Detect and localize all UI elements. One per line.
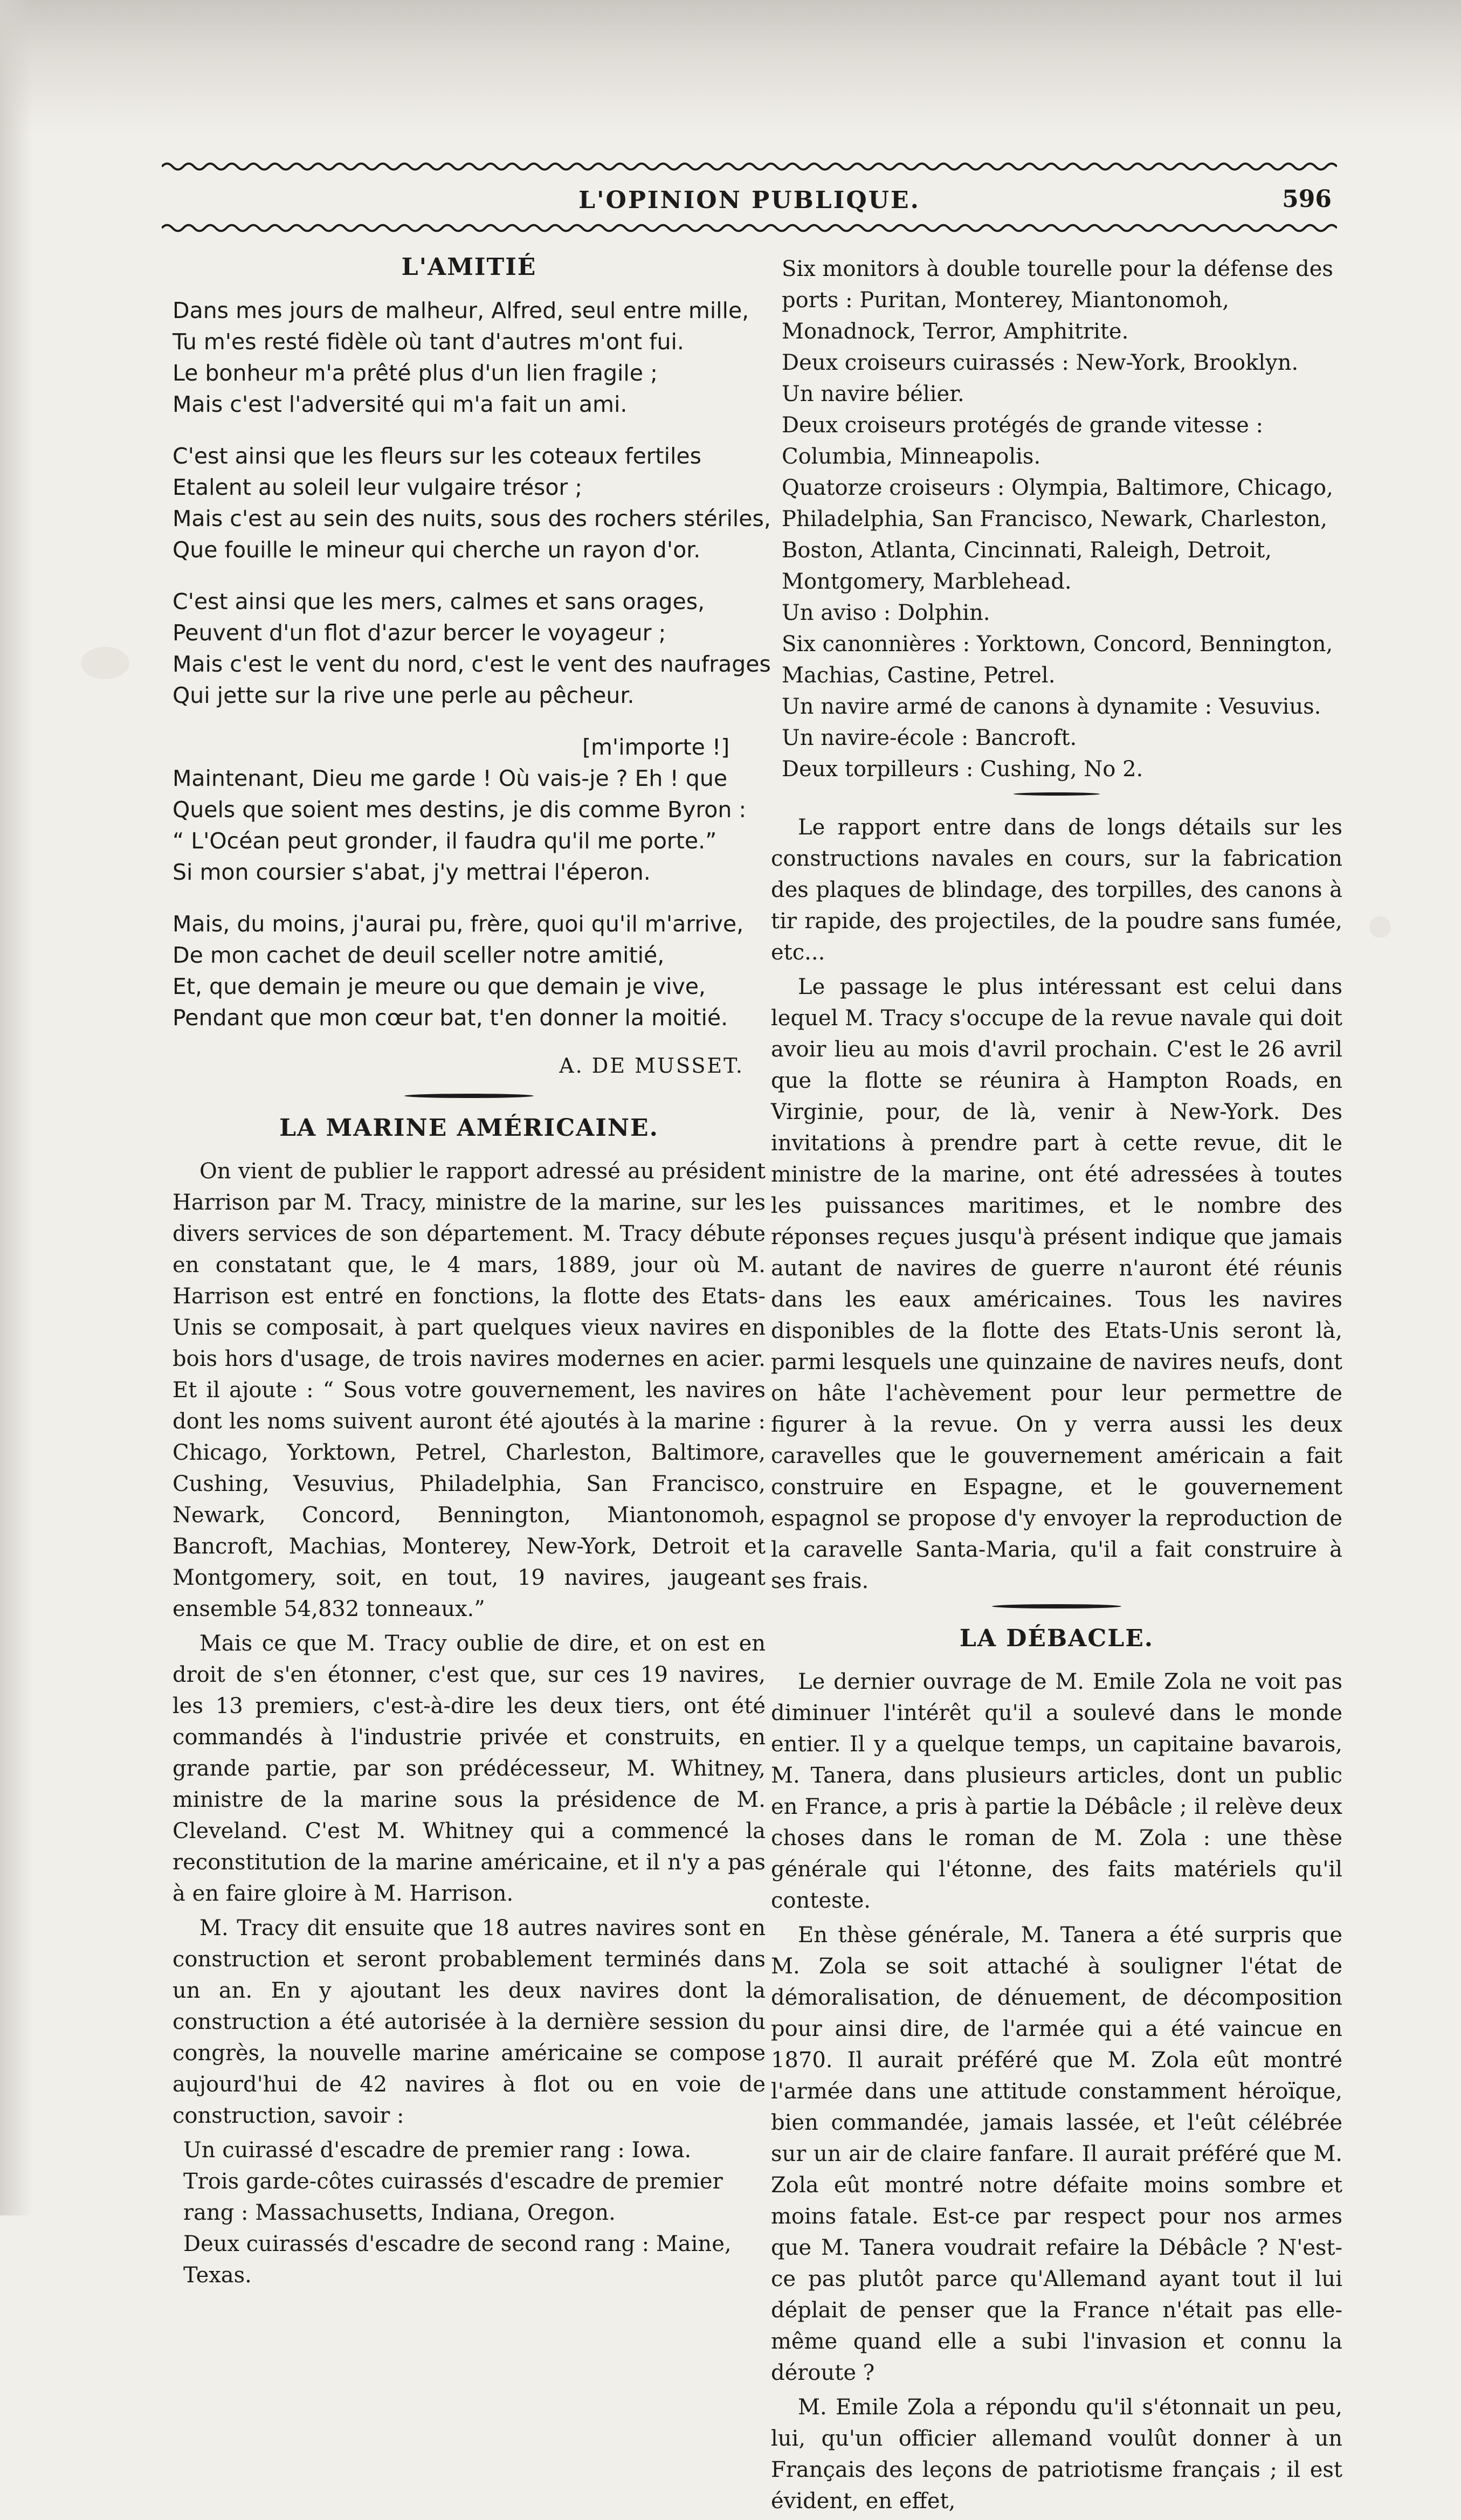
ship-list-item: Un navire armé de canons à dynamite : Vesuvius. [782, 694, 1321, 719]
poem-verse: Qui jette sur la rive une perle au pêcheur. [173, 682, 635, 708]
poem-stanza [173, 908, 766, 1033]
article-paragraph: Mais ce que M. Tracy oublie de dire, et on est en droit de s'en étonner, c'est que, sur ces 19 navires, les 13 premiers, c'est-à-dire les deux tiers, ont été commandés à l'industrie privée et construits, en grande partie, par son prédécesseur, M. Whitney, ministre de la marine sous la présidence de M. Cleveland. C'est M. Whitney qui a commencé la reconstitution de la marine américaine, et il n'y a pas à en faire gloire à M. Harrison. [173, 1631, 766, 1906]
poem-stanza [173, 731, 766, 888]
article-paragraph: M. Tracy dit ensuite que 18 autres navires sont en construction et seront probablement terminés dans un an. En y ajoutant les deux navires dont la construction a été autorisée à la dernière session du congrès, la nouvelle marine américaine se compose aujourd'hui de 42 navires à flot ou en voie de construction, savoir : [173, 1916, 766, 2128]
page-header [162, 183, 1337, 226]
paper-stain [81, 647, 129, 679]
ship-list-item: Deux croiseurs protégés de grande vitesse : Columbia, Minneapolis. [782, 413, 1263, 469]
poem-verse: Etalent au soleil leur vulgaire trésor ; [173, 474, 583, 500]
article-title: LA DÉBACLE. [959, 1625, 1154, 1652]
poem-verse: C'est ainsi que les fleurs sur les coteaux fertiles [173, 443, 701, 469]
poem-verse: Mais c'est l'adversité qui m'a fait un ami. [173, 391, 628, 417]
article-paragraph: On vient de publier le rapport adressé au président Harrison par M. Tracy, ministre de la marine, sur les divers services de son département. M. Tracy débute en constatant que, le 4 mars, 1889, jour où M. Harrison est entré en fonctions, la flotte des Etats-Unis se composait, à part quelques vieux navires en bois hors d'usage, de trois navires modernes en acier. Et il ajoute : “ Sous votre gouvernement, les navires dont les noms suivent auront été ajoutés à la marine : Chicago, Yorktown, Petrel, Charleston, Baltimore, Cushing, Vesuvius, Philadelphia, San Francisco, Newark, Concord, Bennington, Miantonomoh, Bancroft, Machias, Monterey, New-York, Detroit et Montgomery, soit, en tout, 19 navires, jaugeant ensemble 54,832 tonneaux.” [173, 1159, 766, 1621]
ship-list-item: Un navire bélier. [782, 382, 964, 406]
article-paragraph: Le passage le plus intéressant est celui dans lequel M. Tracy s'occupe de la revue navale qui doit avoir lieu au mois d'avril prochain. C'est le 26 avril que la flotte se réunira à Hampton Roads, en Virginie, pour, de là, venir à New-York. Des invitations à prendre part à cette revue, dit le ministre de la marine, ont été adressées à toutes les puissances maritimes, et le nombre des réponses reçues jusqu'à présent indique que jamais autant de navires de guerre n'auront été réunis dans les eaux américaines. Tous les navires disponibles de la flotte des Etats-Unis seront là, parmi lesquels une quinzaine de navires neufs, dont on hâte l'achèvement pour leur permettre de figurer à la revue. On y verra aussi les deux caravelles que le gouvernement américain a fait construire en Espagne, et le gouvernement espagnol se propose d'y envoyer la reproduction de la caravelle Santa-Maria, qu'il a fait construire à ses frais. [771, 975, 1342, 1593]
poem-verse: Maintenant, Dieu me garde ! Où vais-je ? Eh ! que [173, 765, 728, 791]
ship-list-item: Trois garde-côtes cuirassés d'escadre de premier rang : Massachusetts, Indiana, Oregon. [183, 2169, 723, 2225]
ship-list-item: Un navire-école : Bancroft. [782, 726, 1077, 750]
ship-list-item: Deux cuirassés d'escadre de second rang : Maine, Texas. [183, 2232, 732, 2288]
poem-verse: C'est ainsi que les mers, calmes et sans orages, [173, 589, 705, 615]
journal-title: L'OPINION PUBLIQUE. [578, 187, 920, 214]
scan-shadow-left [0, 0, 32, 2215]
poem-stanza [173, 440, 771, 565]
ship-list-item: Deux torpilleurs : Cushing, No 2. [782, 757, 1143, 782]
poem-verse: Dans mes jours de malheur, Alfred, seul entre mille, [173, 298, 749, 323]
ship-list-item: Un cuirassé d'escadre de premier rang : Iowa. [183, 2138, 692, 2163]
section-divider [404, 1094, 534, 1098]
poem-verse: Et, que demain je meure ou que demain je vive, [173, 974, 706, 999]
scan-shadow-top [0, 0, 1461, 135]
article-paragraph: M. Emile Zola a répondu qu'il s'étonnait un peu, lui, qu'un officier allemand voulût donner à un Français des leçons de patriotisme français ; il est évident, en effet, [771, 2395, 1342, 2514]
poem-verse: Tu m'es resté fidèle où tant d'autres m'ont fui. [173, 329, 684, 355]
poem-verse: Quels que soient mes destins, je dis comme Byron : [173, 797, 747, 823]
header-wavy-rule [162, 222, 1337, 234]
poem-body [173, 295, 771, 1033]
poem-verse: Que fouille le mineur qui cherche un rayon d'or. [173, 537, 701, 563]
left-column [173, 253, 771, 2291]
ship-list-item: Un aviso : Dolphin. [782, 600, 990, 625]
poem-signature: A. DE MUSSET. [559, 1054, 744, 1078]
poem-verse: Mais, du moins, j'aurai pu, frère, quoi qu'il m'arrive, [173, 911, 744, 937]
poem-stanza [173, 295, 766, 420]
poem-verse: Pendant que mon cœur bat, t'en donner la moitié. [173, 1005, 728, 1031]
ship-list-item: Deux croiseurs cuirassés : New-York, Brooklyn. [782, 350, 1299, 375]
poem-verse: Peuvent d'un flot d'azur bercer le voyageur ; [173, 620, 666, 646]
right-column [771, 253, 1342, 2520]
paper-stain [1369, 916, 1391, 938]
poem-verse-overflow: [m'importe !] [582, 734, 730, 760]
poem-verse: Si mon coursier s'abat, j'y mettrai l'éperon. [173, 859, 651, 885]
article-paragraph: Le rapport entre dans de longs détails sur les constructions navales en cours, sur la fabrication des plaques de blindage, des torpilles, des canons à tir rapide, des projectiles, de la poudre sans fumée, etc... [771, 815, 1342, 965]
article-paragraph: Le dernier ouvrage de M. Emile Zola ne voit pas diminuer l'intérêt qu'il a soulevé dans le monde entier. Il y a quelque temps, un capitaine bavarois, M. Tanera, dans plusieurs articles, dont un public en France, a pris à partie la Débâcle ; il relève deux choses dans le roman de M. Zola : une thèse générale qui l'étonne, des faits matériels qu'il conteste. [771, 1669, 1342, 1913]
poem-verse: De mon cachet de deuil sceller notre amitié, [173, 942, 665, 968]
poem-title: L'AMITIÉ [401, 253, 537, 281]
article-title: LA MARINE AMÉRICAINE. [279, 1114, 659, 1142]
top-wavy-rule [162, 161, 1337, 172]
page-number: 596 [1282, 185, 1332, 213]
poem-verse: Mais c'est au sein des nuits, sous des rochers stériles, [173, 506, 771, 531]
poem-verse: Le bonheur m'a prêté plus d'un lien fragile ; [173, 360, 658, 386]
ship-list-item: Six canonnières : Yorktown, Concord, Bennington, Machias, Castine, Petrel. [782, 632, 1333, 688]
section-divider [992, 1604, 1121, 1608]
short-divider [1014, 792, 1100, 796]
ship-list-item: Six monitors à double tourelle pour la défense des ports : Puritan, Monterey, Miantonomoh, Monadnock, Terror, Amphitrite. [782, 257, 1333, 344]
poem-verse: Mais c'est le vent du nord, c'est le vent des naufrages [173, 651, 771, 677]
ship-list-item: Quatorze croiseurs : Olympia, Baltimore, Chicago, Philadelphia, San Francisco, Newark, Charleston, Boston, Atlanta, Cincinnati, Raleigh, Detroit, Montgomery, Marblehead. [782, 475, 1333, 594]
poem-verse: “ L'Océan peut gronder, il faudra qu'il me porte.” [173, 828, 717, 854]
article-paragraph: En thèse générale, M. Tanera a été surpris que M. Zola se soit attaché à souligner l'état de démoralisation, de dénuement, de décomposition pour ainsi dire, de l'armée qui a été vaincue en 1870. Il aurait préféré que M. Zola eût montré l'armée dans une attitude constamment héroïque, bien commandée, jamais lassée, et l'eût célébrée sur un air de claire fanfare. Il aurait préféré que M. Zola eût montré notre défaite moins sombre et moins fatale. Est-ce par respect pour nos armes que M. Tanera voudrait refaire la Débâcle ? N'est-ce pas plutôt parce qu'Allemand ayant tout il lui déplait de penser que la France n'était pas elle-même quand elle a subi l'invasion et connu la déroute ? [771, 1923, 1342, 2385]
poem-stanza [173, 586, 771, 711]
